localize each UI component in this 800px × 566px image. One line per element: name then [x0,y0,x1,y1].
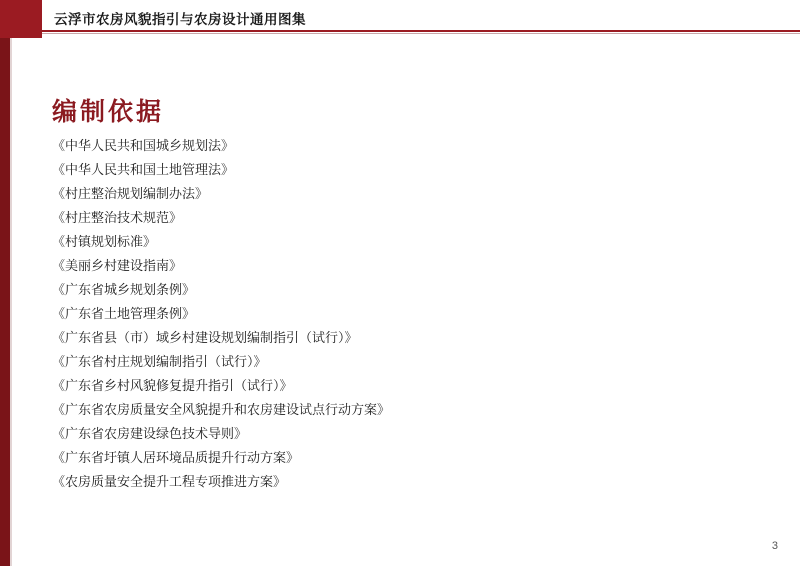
page-number: 3 [771,540,778,552]
list-item: 《农房质量安全提升工程专项推进方案》 [52,474,287,489]
list-item: 《美丽乡村建设指南》 [52,258,183,273]
list-item: 《村庄整治规划编制办法》 [52,186,209,201]
left-accent-bar [0,0,10,566]
list-item: 《广东省圩镇人居环境品质提升行动方案》 [52,450,300,465]
header-accent-block [0,0,42,38]
list-item: 《广东省乡村风貌修复提升指引（试行）》 [52,378,293,393]
left-accent-bar-inner [10,38,12,566]
header-rule [42,30,800,32]
list-item: 《村庄整治技术规范》 [52,210,183,225]
list-item: 《广东省农房建设绿色技术导则》 [52,426,248,441]
list-item: 《村镇规划标准》 [52,234,157,249]
list-item: 《中华人民共和国土地管理法》 [52,162,235,177]
list-item: 《广东省农房质量安全风貌提升和农房建设试点行动方案》 [52,402,391,417]
list-item: 《广东省城乡规划条例》 [52,282,196,297]
list-item: 《广东省土地管理条例》 [52,306,196,321]
list-item: 《广东省县（市）域乡村建设规划编制指引（试行）》 [52,330,358,345]
list-item: 《广东省村庄规划编制指引（试行）》 [52,354,267,369]
header-rule-thin [42,33,800,34]
reference-document-list [52,134,752,494]
section-title: 编制依据 [52,97,165,126]
page-title: 云浮市农房风貌指引与农房设计通用图集 [54,12,306,27]
list-item: 《中华人民共和国城乡规划法》 [52,138,235,153]
slide-header [0,0,800,38]
